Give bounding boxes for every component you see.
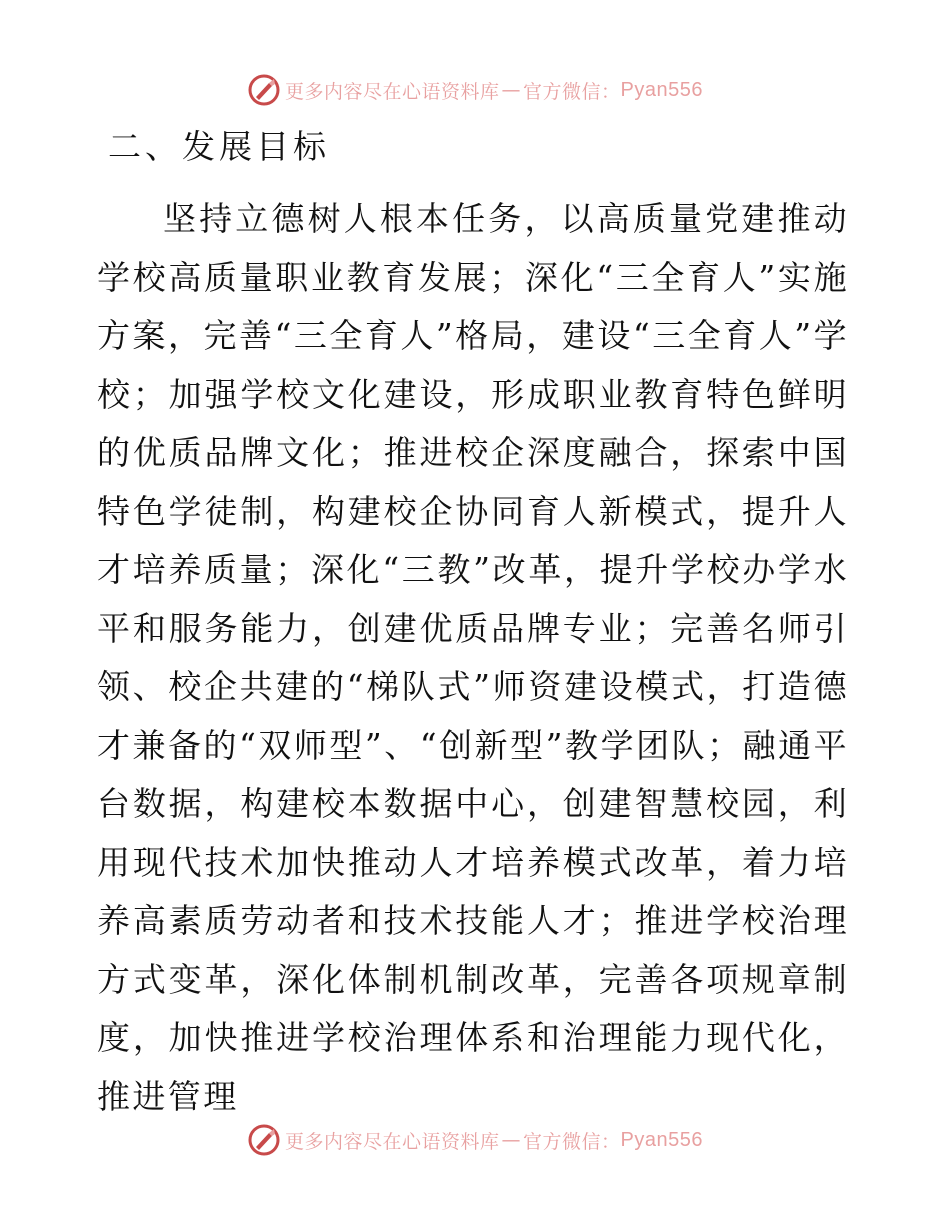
watermark-logo-icon [247,73,281,107]
watermark-dash: — [501,79,522,101]
watermark-text: 更多内容尽在心语资料库 [285,80,500,103]
watermark-logo-icon [247,1123,281,1157]
header-watermark [0,70,950,110]
watermark-id: Pyan556 [620,1128,703,1151]
section-paragraph: 坚持立德树人根本任务，以高质量党建推动学校高质量职业教育发展；深化“三全育人”实施方案，完善“三全育人”格局，建设“三全育人”学校；加强学校文化建设，形成职业教育特色鲜明的优质品牌文化；推进校企深度融合，探索中国特色学徒制，构建校企协同育人新模式，提升人才培养质量；深化“三教”改革，提升学校办学水平和服务能力，创建优质品牌专业；完善名师引领、校企共建的“梯队式”师资建设模式，打造德才兼备的“双师型”、“创新型”教学团队；融通平台数据，构建校本数据中心，创建智慧校园，利用现代技术加快推动人才培养模式改革，着力培养高素质劳动者和技术技能人才；推进学校治理方式变革，深化体制机制改革，完善各项规章制度，加快推进学校治理体系和治理能力现代化，推进管理 [97,199,849,1116]
watermark-dash: — [501,1129,522,1151]
watermark-id: Pyan556 [620,78,703,101]
watermark-label: 官方微信： [523,1130,621,1153]
footer-watermark [0,1120,950,1160]
section-heading: 二、发展目标 [108,127,330,166]
watermark-text: 更多内容尽在心语资料库 [285,1130,500,1153]
watermark-label: 官方微信： [523,80,621,103]
